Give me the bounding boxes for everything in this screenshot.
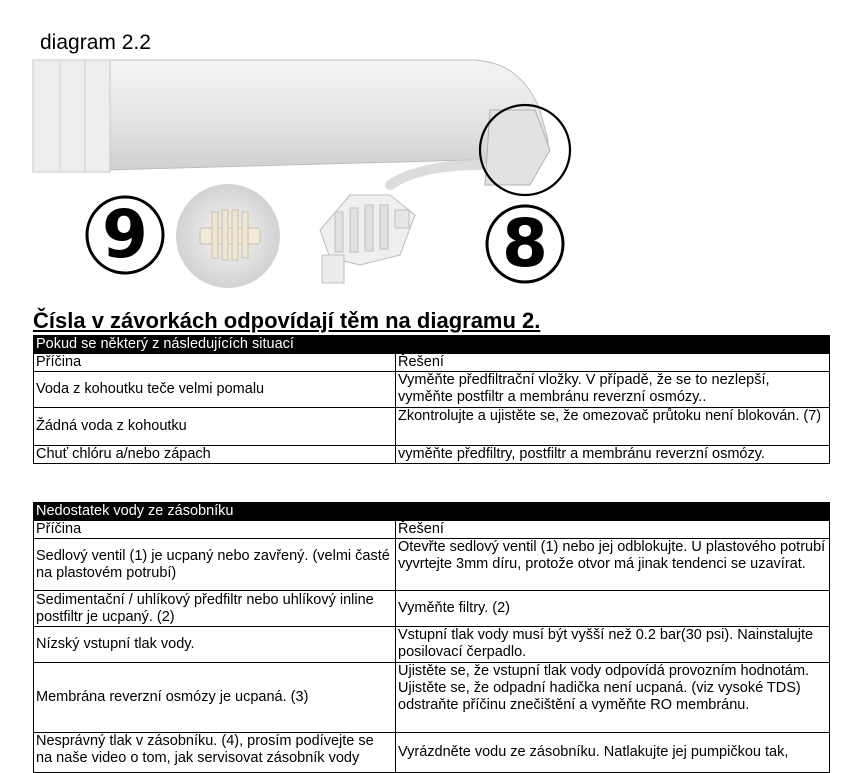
table-header-row: [34, 521, 830, 539]
cause-cell: Nízský vstupní tlak vody.: [34, 627, 396, 663]
solution-cell: Vstupní tlak vody musí být vyšší než 0.2 bar(30 psi). Nainstalujte posilovací čerpadlo.: [396, 627, 830, 663]
callout-9: 9: [102, 196, 148, 273]
solution-cell: Otevřte sedlový ventil (1) nebo jej odblokujte. U plastového potrubí vyvrtejte 3mm díru, protože otvor má jinak tendenci se uzavírat.: [396, 539, 830, 591]
solution-cell: Vyrázdněte vodu ze zásobníku. Natlakujte jej pumpičkou tak,: [396, 733, 830, 773]
table-row: [34, 408, 830, 446]
table-row: [34, 539, 830, 591]
table-title: Nedostatek vody ze zásobníku: [34, 503, 830, 521]
solution-cell: Ujistěte se, že vstupní tlak vody odpovídá provozním hodnotám. Ujistěte se, že odpadní hadička není ucpaná. (viz vysoké TDS) odstraňte příčinu znečištění a vyměňte RO membránu.: [396, 663, 830, 733]
table-title-row: [34, 503, 830, 521]
table-title-row: [34, 336, 830, 354]
col-header-solution: Řešení: [396, 354, 830, 372]
solution-cell: Vyměňte předfiltrační vložky. V případě, že se to nezlepší, vyměňte postfiltr a membránu reverzní osmózy..: [396, 372, 830, 408]
table-row: [34, 663, 830, 733]
cause-cell: Sedlový ventil (1) je ucpaný nebo zavřený. (velmi časté na plastovém potrubí): [34, 539, 396, 591]
solution-cell: vyměňte předfiltry, postfiltr a membránu reverzní osmózy.: [396, 446, 830, 464]
cause-cell: Žádná voda z kohoutku: [34, 408, 396, 446]
table-row: [34, 627, 830, 663]
col-header-solution: Řešení: [396, 521, 830, 539]
table-row: [34, 591, 830, 627]
cause-cell: Voda z kohoutku teče velmi pomalu: [34, 372, 396, 408]
troubleshooting-table-2: [33, 502, 830, 773]
table-header-row: [34, 354, 830, 372]
table-row: [34, 446, 830, 464]
col-header-cause: Příčina: [34, 354, 396, 372]
cause-cell: Sedimentační / uhlíkový předfiltr nebo uhlíkový inline postfiltr je ucpaný. (2): [34, 591, 396, 627]
solution-cell: Zkontrolujte a ujistěte se, že omezovač průtoku není blokován. (7): [396, 408, 830, 446]
cause-cell: Membrána reverzní osmózy je ucpaná. (3): [34, 663, 396, 733]
cause-cell: Chuť chlóru a/nebo zápach: [34, 446, 396, 464]
col-header-cause: Příčina: [34, 521, 396, 539]
callout-8: 8: [502, 205, 548, 282]
diagram-label: diagram 2.2: [40, 31, 151, 54]
solution-cell: Vyměňte filtry. (2): [396, 591, 830, 627]
table-row: [34, 372, 830, 408]
cause-cell: Nesprávný tlak v zásobníku. (4), prosím podívejte se na naše video o tom, jak servisovat zásobník vody: [34, 733, 396, 773]
troubleshooting-table-1: [33, 335, 830, 464]
shutoff-valve-shape: [320, 195, 415, 283]
table-title: Pokud se některý z následujících situací: [34, 336, 830, 354]
page-heading: Čísla v závorkách odpovídají těm na diagramu 2.: [33, 308, 541, 333]
